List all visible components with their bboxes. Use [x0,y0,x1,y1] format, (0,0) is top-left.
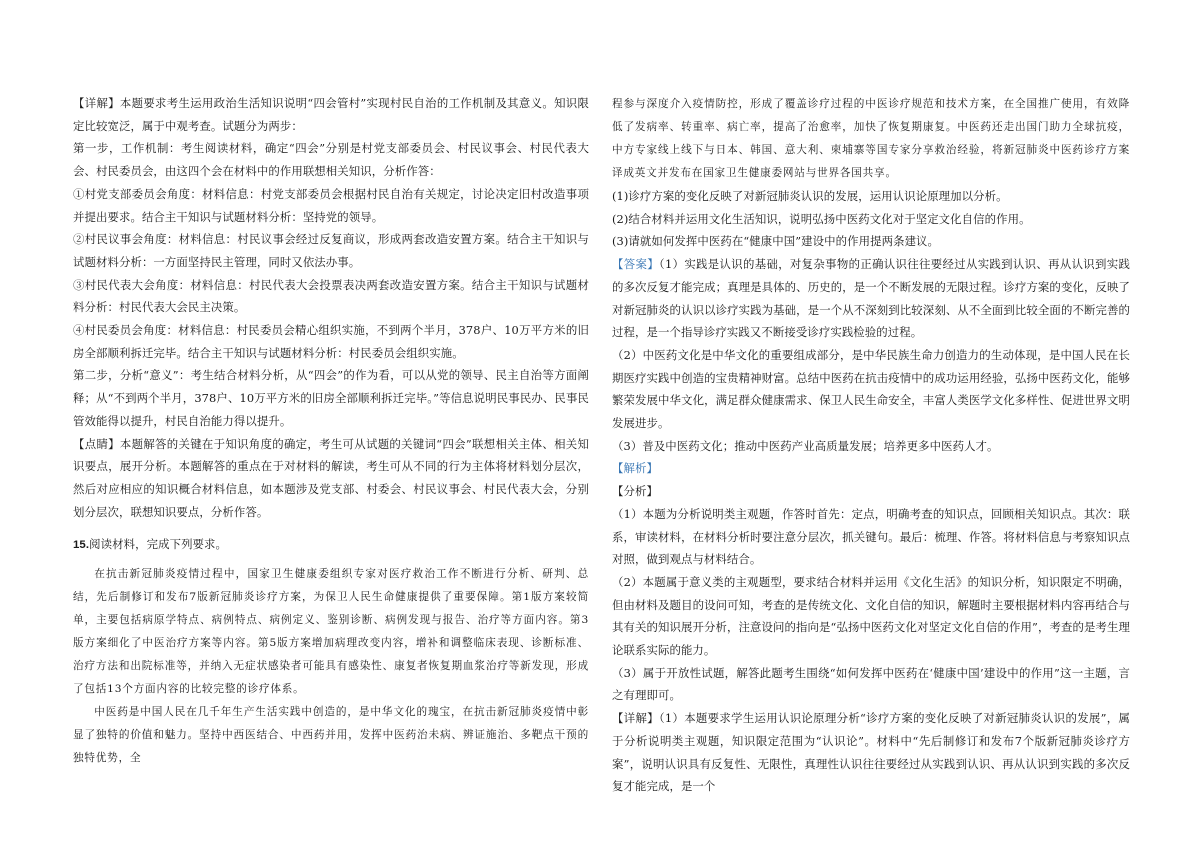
analysis-header: 【分析】 [612,484,658,499]
requirement-2: (2)结合材料并运用文化生活知识，说明弘扬中医药文化对于坚定文化自信的作用。 [612,211,1031,226]
point-representative-assembly: ③村民代表大会角度：材料信息：村民代表大会投票表决两套改造安置方案。结合主干知识与试题材料分析：村民代表大会民主决策。 [73,277,589,315]
point-village-committee: ④村民委员会角度：材料信息：村民委员会精心组织实施，不到两个半月，378户、10万平方米的旧房全部顺利拆迁完毕。结合主干知识与试题材料分析：村民委员会组织实施。 [73,323,589,360]
material-paragraph-2-cont: 程参与深度介入疫情防控，形成了覆盖诊疗过程的中医诊疗规范和技术方案，在全国推广使用，有效降低了发病率、转重率、病亡率，提高了治愈率，加快了恢复期康复。中医药还走出国门助力全球抗疫，中方专家线上线下与日本、韩国、意大利、柬埔寨等国专家分享救治经验，将新冠肺炎中医药诊疗方案译成英文并发布在国家卫生健康委网站与世界各国共享。 [612,98,1130,179]
question-number: 15. [73,539,90,552]
requirement-3: (3)请就如何发挥中医药在“健康中国”建设中的作用提两条建议。 [612,234,940,249]
analysis-2: （2）本题属于意义类的主观题型，要求结合材料并运用《文化生活》的知识分析，知识限定不明确，但由材料及题目的设问可知，考查的是传统文化、文化自信的知识，解题时主要根据材料内容再结合与其有关的知识展开分析，注意设问的指向是“弘扬中医药文化对坚定文化自信的作用”，考查的是考生理论联系实际的能力。 [612,574,1130,658]
right-column [612,93,1130,798]
answer-2: （2）中医药文化是中华文化的重要组成部分，是中华民族生命力创造力的生动体现，是中国人民在长期医疗实践中创造的宝贵精神财富。总结中医药在抗击疫情中的成功运用经验，弘扬中医药文化，能够繁荣发展中华文化，满足群众健康需求、保卫人民生命安全，丰富人类医学文化多样性、促进世界文明发展进步。 [612,347,1130,431]
analysis-1: （1）本题为分析说明类主观题，作答时首先：定点，明确考查的知识点，回顾相关知识点。其次：联系，审读材料，在材料分析时要注意分层次，抓关键句。最后：梳理、作答。将材料信息与考察知识点对照，做到观点与材料结合。 [612,506,1130,567]
analysis-tag: 【解析】 [612,461,658,476]
analysis-3: （3）属于开放性试题，解答此题考生围绕“如何发挥中医药在‘健康中国’建设中的作用”这一主题，言之有理即可。 [612,665,1130,703]
left-column [73,92,589,770]
key-point-note: 【点睛】本题解答的关键在于知识角度的确定，考生可从试题的关键词“四会”联想相关主体、相关知识要点，展开分析。本题解答的重点在于对材料的解读，考生可从不同的行为主体将材料划分层次，然后对应相应的知识概合材料信息，如本题涉及党支部、村委会、村民议事会、村民代表大会，分别划分层次，联想知识要点，分析作答。 [73,436,589,519]
material-paragraph-1: 在抗击新冠肺炎疫情过程中，国家卫生健康委组织专家对医疗救治工作不断进行分析、研判、总结，先后制修订和发布7版新冠肺炎诊疗方案，为保卫人民生命健康提供了重要保障。第1版方案较简单，主要包括病原学特点、病例特点、病例定义、鉴别诊断、病例发现与报告、治疗等方面内容。第3版方案细化了中医治疗方案等内容。第5版方案增加病理改变内容，增补和调整临床表现、诊断标准、治疗方法和出院标准等，并纳入无症状感染者可能具有感染性、康复者恢复期血浆治疗等新发现，形成了包括13个方面内容的比较完整的诊疗体系。 [73,568,589,696]
answer-3: （3）普及中医药文化；推动中医药产业高质量发展；培养更多中医药人才。 [612,438,999,453]
question-instruction: 阅读材料，完成下列要求。 [89,537,228,552]
detail-1: 【详解】（1）本题要求学生运用认识论原理分析“诊疗方案的变化反映了对新冠肺炎认识的发展”，属于分析说明类主观题，知识限定范围为“认识论”。材料中“先后制修订和发布7个版新冠肺炎诊疗方案”，说明认识具有反复性、无限性，真理性认识往往要经过从实践到认识、再从认识到实践的多次反复才能完成，是一个 [612,711,1130,794]
question-15-header [73,533,589,557]
material-paragraph-2: 中医药是中国人民在几千年生产生活实践中创造的，是中华文化的瑰宝，在抗击新冠肺炎疫情中彰显了独特的价值和魅力。坚持中西医结合、中西药并用，发挥中医药治未病、辨证施治、多靶点干预的独特优势，全 [73,706,589,765]
answer-1: 【答案】（1）实践是认识的基础，对复杂事物的正确认识往往要经过从实践到认识、再从认识到实践的多次反复才能完成；真理是具体的、历史的，是一个不断发展的无限过程。诊疗方案的变化，反映了对新冠肺炎的认识以诊疗实践为基础，是一个从不深刻到比较深刻、从不全面到比较全面的不断完善的过程，是一个指导诊疗实践又不断接受诊疗实践检验的过程。 [612,257,1131,340]
point-villager-council: ②村民议事会角度：材料信息：村民议事会经过反复商议，形成两套改造安置方案。结合主干知识与试题材料分析：一方面坚持民主管理，同时又依法办事。 [73,232,589,269]
step-one: 第一步，工作机制：考生阅读材料，确定“四会”分别是村党支部委员会、村民议事会、村民代表大会、村民委员会，由这四个会在材料中的作用联想相关知识，分析作答： [73,141,589,179]
step-two: 第二步，分析“意义”：考生结合材料分析，从“四会”的作为看，可以从党的领导、民主自治等方面阐释；从“不到两个半月，378户、10万平方米的旧房全部顺利拆迁完毕。”等信息说明民事民办、民事民管效能得以提升，村民自治能力得以提升。 [73,368,589,428]
requirement-1: (1)诊疗方案的变化反映了对新冠肺炎认识的发展，运用认识论原理加以分析。 [612,189,1008,203]
point-party-committee: ①村党支部委员会角度：材料信息：村党支部委员会根据村民自治有关规定，讨论决定旧村改造事项并提出要求。结合主干知识与试题材料分析：坚持党的领导。 [73,186,589,224]
answer-tag: 【答案】 [612,257,659,272]
detail-explanation: 【详解】本题要求考生运用政治生活知识说明“四会管村”实现村民自治的工作机制及其意义。知识限定比较宽泛，属于中观考查。试题分为两步： [73,96,589,133]
